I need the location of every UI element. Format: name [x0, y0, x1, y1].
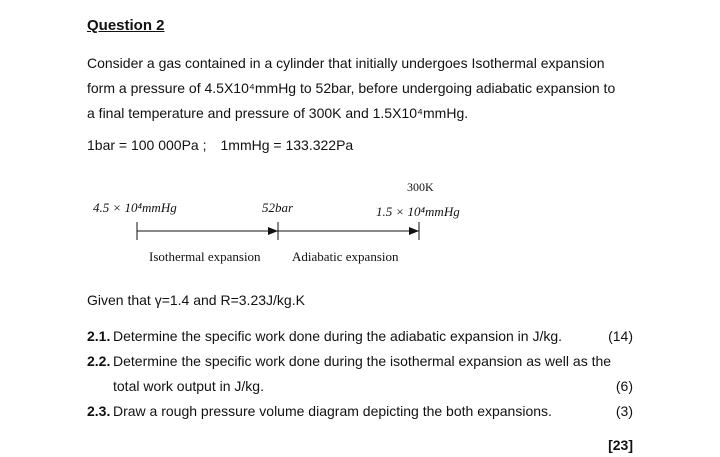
intro-line: a final temperature and pressure of 300K and 1.5X10⁴mmHg.: [87, 105, 469, 121]
question-marks: (6): [615, 378, 633, 394]
question-text: Draw a rough pressure volume diagram depicting the both expansions.: [113, 403, 552, 419]
arrowhead-icon: [268, 227, 278, 235]
question-item: [87, 328, 633, 344]
question-heading: Question 2: [87, 17, 165, 34]
question-item: [87, 403, 633, 419]
question-continuation: [87, 378, 633, 394]
intermediate-pressure-label: 52bar: [262, 200, 294, 215]
question-number: 2.2.: [87, 353, 111, 369]
mmhg-conversion: 1mmHg = 133.322Pa: [220, 137, 354, 153]
given-values: Given that γ=1.4 and R=3.23J/kg.K: [87, 292, 305, 308]
total-marks: [23]: [608, 437, 633, 453]
final-pressure-label: 1.5 × 10⁴mmHg: [376, 204, 460, 219]
question-marks: (14): [608, 328, 633, 344]
adiabatic-stage-label: Adiabatic expansion: [292, 249, 399, 264]
question-item: [87, 353, 633, 369]
arrowhead-icon: [409, 227, 419, 235]
question-text: total work output in J/kg.: [113, 378, 264, 394]
intro-line: Consider a gas contained in a cylinder that initially undergoes Isothermal expansion: [87, 55, 605, 71]
process-line: [137, 222, 419, 240]
isothermal-stage-label: Isothermal expansion: [149, 249, 261, 264]
question-marks: (3): [615, 403, 633, 419]
question-number: 2.3.: [87, 403, 111, 419]
question-number: 2.1.: [87, 328, 111, 344]
bar-conversion: 1bar = 100 000Pa ;: [87, 137, 207, 153]
initial-pressure-label: 4.5 × 10⁴mmHg: [93, 200, 177, 215]
question-text: Determine the specific work done during the isothermal expansion as well as the: [113, 353, 612, 369]
final-temperature-label: 300K: [407, 180, 434, 194]
question-text: Determine the specific work done during the adiabatic expansion in J/kg.: [113, 328, 563, 344]
intro-line: form a pressure of 4.5X10⁴mmHg to 52bar, before undergoing adiabatic expansion to: [87, 80, 616, 96]
